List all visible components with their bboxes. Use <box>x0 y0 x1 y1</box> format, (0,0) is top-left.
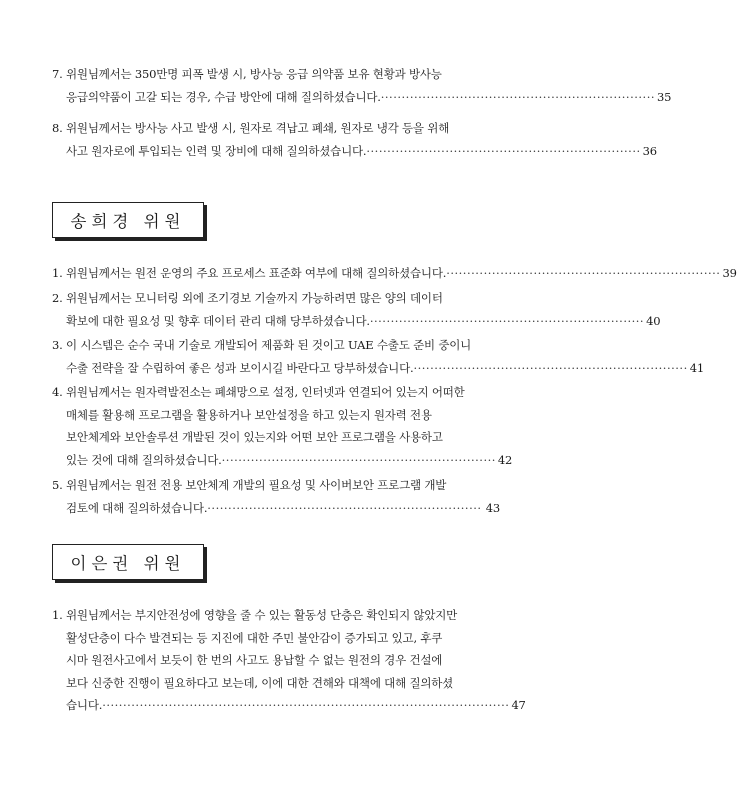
toc-line <box>52 63 500 86</box>
item-text: 사고 원자로에 투입되는 인력 및 장비에 대해 질의하셨습니다. <box>66 143 367 158</box>
item-text: 위원님께서는 부지안전성에 영향을 줄 수 있는 활동성 단층은 확인되지 않았지만 <box>66 608 458 622</box>
dot-leader: ·································································· <box>366 143 641 158</box>
item-text: 검토에 대해 질의하셨습니다. <box>66 500 208 515</box>
section-title: 송희경 위원 <box>70 212 186 231</box>
item-text: 수출 전략을 잘 수립하여 좋은 성과 보이시길 바란다고 당부하셨습니다. <box>66 360 414 375</box>
item-text: 매체를 활용해 프로그램을 활용하거나 보안설정을 하고 있는지 원자력 전용 <box>66 407 432 422</box>
toc-line <box>52 381 500 404</box>
toc-line <box>52 449 513 472</box>
item-text: 위원님께서는 350만명 피폭 발생 시, 방사능 응급 의약품 보유 현황과 방사능 <box>66 67 442 81</box>
page-number: 41 <box>689 360 704 375</box>
toc-line <box>52 474 500 497</box>
item-text: 보다 신중한 진행이 필요하다고 보는데, 이에 대한 견해와 대책에 대해 질의하셨 <box>66 675 454 690</box>
page-number: 36 <box>642 143 657 158</box>
toc-item[interactable] <box>52 117 657 162</box>
item-text: 위원님께서는 원전 전용 보안체계 개발의 필요성 및 사이버보안 프로그램 개발 <box>66 478 447 492</box>
dot-leader: ·································································· <box>221 452 496 467</box>
item-number: 1. <box>52 266 63 280</box>
section-header-song <box>52 202 204 238</box>
toc-line <box>52 334 500 357</box>
toc-line <box>52 649 500 672</box>
toc-line <box>52 627 500 650</box>
toc-line <box>52 694 526 717</box>
toc-line <box>52 604 500 627</box>
dot-leader: ·································································· <box>369 313 645 328</box>
toc-line <box>52 86 672 109</box>
page-number: 42 <box>497 452 513 467</box>
toc-line <box>52 310 661 333</box>
dot-leader: ·································································· <box>207 500 482 515</box>
item-text: 응급의약품이 고갈 되는 경우, 수급 방안에 대해 질의하셨습니다. <box>66 89 381 104</box>
item-number: 4. <box>52 385 63 399</box>
page-number: 43 <box>485 500 500 515</box>
item-number: 1. <box>52 608 63 622</box>
toc-item[interactable] <box>52 287 661 332</box>
dot-leader: ·································································· <box>446 266 721 280</box>
toc-item[interactable] <box>52 381 513 471</box>
item-text: 확보에 대한 필요성 및 향후 데이터 관리 대해 당부하셨습니다. <box>66 313 370 328</box>
dot-leader: ·································································· <box>380 89 655 104</box>
toc-line <box>52 404 500 427</box>
toc-line <box>52 262 737 285</box>
page-number: 47 <box>511 698 526 713</box>
item-text: 위원님께서는 모니터링 외에 조기경보 기술까지 가능하려면 많은 양의 데이터 <box>66 291 443 305</box>
item-text: 있는 것에 대해 질의하셨습니다. <box>66 452 222 467</box>
toc-line <box>52 287 500 310</box>
item-text: 이 시스템은 순수 국내 기술로 개발되어 제품화 된 것이고 UAE 수출도 준비 중이니 <box>66 338 472 352</box>
item-text: 보안체계와 보안솔루션 개발된 것이 있는지와 어떤 보안 프로그램을 사용하고 <box>66 430 443 445</box>
item-text: 활성단층이 다수 발견되는 등 지진에 대한 주민 불안감이 증가되고 있고, 후쿠 <box>66 630 443 645</box>
item-text: 위원님께서는 방사능 사고 발생 시, 원자로 격납고 폐쇄, 원자로 냉각 등을 위해 <box>66 121 450 135</box>
toc-item[interactable] <box>52 63 672 108</box>
item-text: 위원님께서는 원자력발전소는 폐쇄망으로 설정, 인터넷과 연결되어 있는지 어떠한 <box>66 385 465 399</box>
item-number: 2. <box>52 291 63 305</box>
toc-line <box>52 117 500 140</box>
section-title: 이은권 위원 <box>70 554 186 573</box>
dot-leader: ·································································································· <box>102 698 510 713</box>
toc-line <box>52 357 704 380</box>
item-text: 위원님께서는 원전 운영의 주요 프로세스 표준화 여부에 대해 질의하셨습니다. <box>66 266 447 280</box>
toc-item[interactable] <box>52 334 704 379</box>
toc-line <box>52 140 657 163</box>
toc-line <box>52 497 500 520</box>
toc-item[interactable] <box>52 262 737 285</box>
toc-item[interactable] <box>52 474 500 519</box>
item-text: 습니다. <box>66 698 103 713</box>
item-number: 5. <box>52 478 63 492</box>
item-text: 시마 원전사고에서 보듯이 한 번의 사고도 용납할 수 없는 원전의 경우 건설에 <box>66 653 443 668</box>
section-header-lee <box>52 544 204 580</box>
dot-leader: ·································································· <box>413 360 688 375</box>
toc-line <box>52 672 500 695</box>
item-number: 8. <box>52 121 63 135</box>
toc-line <box>52 426 500 449</box>
item-number: 3. <box>52 338 63 352</box>
page-number: 35 <box>657 89 672 104</box>
toc-item[interactable] <box>52 604 526 717</box>
page-number: 40 <box>646 313 661 328</box>
page-number: 39 <box>722 266 737 280</box>
item-number: 7. <box>52 67 63 81</box>
